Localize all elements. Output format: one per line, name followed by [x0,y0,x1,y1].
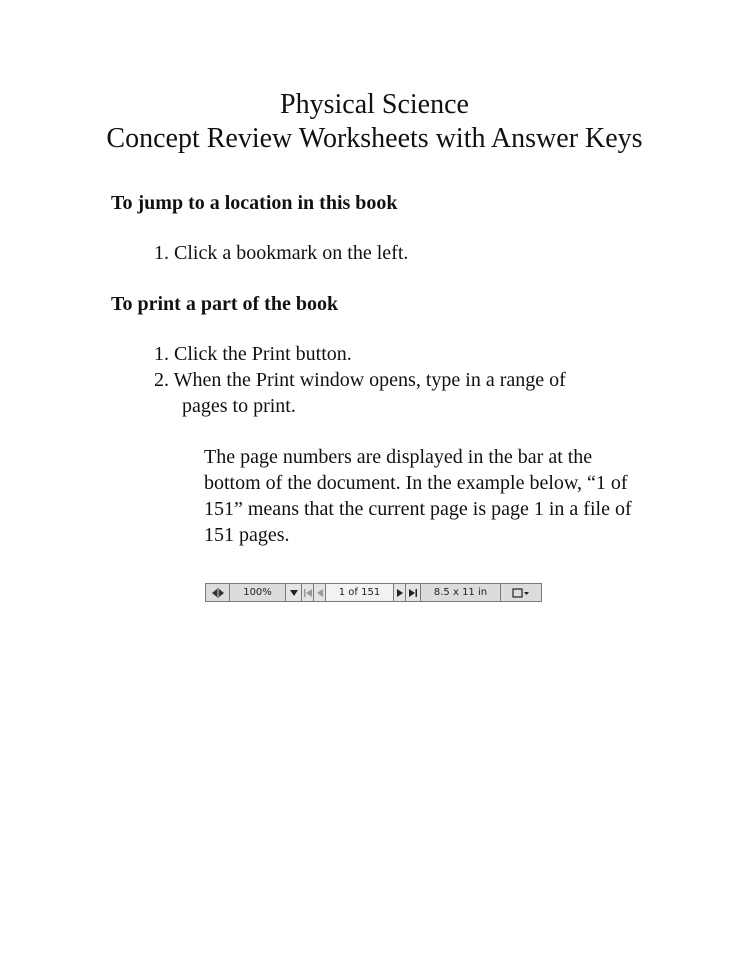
zoom-value: 100% [230,584,286,601]
document-title [0,88,749,156]
jump-step-1: 1. Click a bookmark on the left. [154,242,409,264]
jump-steps [154,240,408,266]
print-step-2-line-2: pages to print. [182,395,296,417]
dropdown-arrow-icon [286,584,302,601]
page-size: 8.5 x 11 in [421,584,501,601]
heading-print: To print a part of the book [111,293,339,315]
last-page-icon [406,584,421,601]
split-arrows-icon [206,584,230,601]
first-page-icon [302,584,314,601]
print-steps [154,341,634,419]
previous-page-icon [314,584,326,601]
heading-jump: To jump to a location in this book [111,192,398,214]
next-page-icon [394,584,406,601]
print-step-2 [154,367,634,419]
page-number-explanation: The page numbers are displayed in the bar at the bottom of the document. In the example below, “1 of 151” means that the current page is page 1 in a file of 151 pages. [204,446,632,546]
page-display: 1 of 151 [326,584,394,601]
page-view-icon [501,584,541,601]
example-status-bar [205,583,542,602]
title-line-1: Physical Science [280,89,469,120]
print-step-2-line-1: 2. When the Print window opens, type in a range of [154,369,566,391]
title-line-2: Concept Review Worksheets with Answer Keys [106,123,643,154]
print-step-1: 1. Click the Print button. [154,343,352,365]
